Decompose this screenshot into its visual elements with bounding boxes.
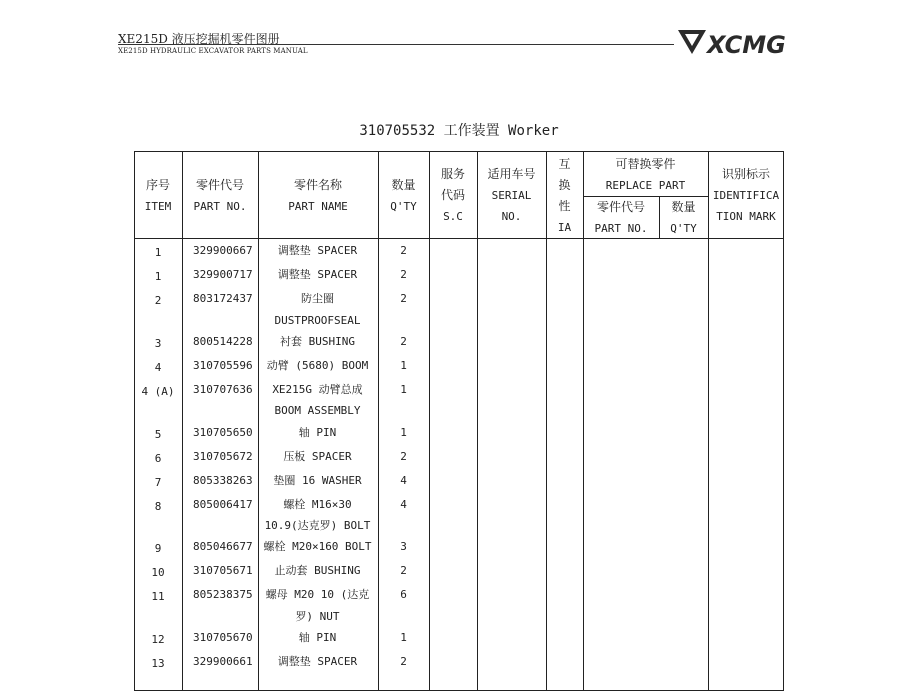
row-part-no: 805238375 — [193, 588, 253, 601]
xcmg-logo — [676, 28, 804, 58]
row-part-no: 805338263 — [193, 474, 253, 487]
row-qty: 1 — [400, 359, 407, 372]
row-item: 4 (A) — [141, 385, 175, 398]
col-divider — [708, 151, 709, 691]
row-qty: 4 — [400, 474, 407, 487]
row-part-no: 310705596 — [193, 359, 253, 372]
row-qty: 3 — [400, 540, 407, 553]
row-part-name: 调整垫 SPACER — [277, 655, 358, 668]
row-part-name: 调整垫 SPACER — [277, 268, 358, 281]
col-header-part-name: 零件名称 PART NAME — [288, 178, 348, 213]
row-qty: 1 — [400, 383, 407, 396]
row-qty: 2 — [400, 335, 407, 348]
col-divider — [429, 151, 430, 691]
row-qty: 1 — [400, 426, 407, 439]
row-part-no: 310705670 — [193, 631, 253, 644]
row-part-name-cont: 罗) NUT — [295, 610, 340, 623]
header-rule — [118, 44, 674, 45]
row-part-name: 螺栓 M16×30 — [283, 498, 352, 511]
row-part-name: 轴 PIN — [298, 631, 337, 644]
row-item: 12 — [151, 633, 165, 646]
row-part-no: 800514228 — [193, 335, 253, 348]
col-header-qty: 数量 Q'TY — [390, 178, 417, 213]
row-item: 9 — [154, 542, 162, 555]
row-item: 4 — [154, 361, 162, 374]
row-qty: 6 — [400, 588, 407, 601]
page-title: 310705532 工作装置 Worker — [359, 123, 559, 139]
row-item: 1 — [154, 270, 162, 283]
row-qty: 2 — [400, 450, 407, 463]
row-item: 10 — [151, 566, 165, 579]
row-item: 11 — [151, 590, 165, 603]
col-divider — [378, 151, 379, 691]
col-header-replace-qty: 数量 Q'TY — [670, 200, 697, 235]
row-part-name: 垫圈 16 WASHER — [273, 474, 362, 487]
row-qty: 1 — [400, 631, 407, 644]
row-part-name: 衬套 BUSHING — [280, 335, 355, 348]
row-part-name: 防尘圈 — [301, 292, 334, 305]
col-header-part-no: 零件代号 PART NO. — [193, 178, 247, 213]
xcmg-logo-emblem-icon — [678, 30, 706, 54]
row-part-no: 310705672 — [193, 450, 253, 463]
row-item: 1 — [154, 246, 162, 259]
col-header-replace-part-no: 零件代号 PART NO. — [594, 200, 648, 235]
row-part-name-cont: 10.9(达克罗) BOLT — [264, 519, 371, 532]
header-title-cn: XE215D 液压挖掘机零件图册 — [118, 32, 280, 46]
col-divider — [477, 151, 478, 691]
row-part-no: 803172437 — [193, 292, 253, 305]
col-header-identification: 识别标示 IDENTIFICA TION MARK — [712, 167, 780, 223]
row-item: 2 — [154, 294, 162, 307]
header-title-en: XE215D HYDRAULIC EXCAVATOR PARTS MANUAL — [118, 47, 308, 55]
row-item: 7 — [154, 476, 162, 489]
row-part-no: 310707636 — [193, 383, 253, 396]
row-qty: 4 — [400, 498, 407, 511]
col-header-replace-part: 可替换零件 REPLACE PART — [605, 157, 686, 192]
row-part-name: 压板 SPACER — [283, 450, 352, 463]
row-part-no: 329900717 — [193, 268, 253, 281]
row-part-name: 轴 PIN — [298, 426, 337, 439]
row-item: 3 — [154, 337, 162, 350]
row-item: 13 — [151, 657, 165, 670]
row-qty: 2 — [400, 564, 407, 577]
row-part-name: XE215G 动臂总成 — [272, 383, 363, 396]
row-qty: 2 — [400, 244, 407, 257]
row-part-name: 动臂 (5680) BOOM — [266, 359, 369, 372]
row-qty: 2 — [400, 292, 407, 305]
row-item: 5 — [154, 428, 162, 441]
row-qty: 2 — [400, 655, 407, 668]
row-item: 8 — [154, 500, 162, 513]
row-part-no: 805006417 — [193, 498, 253, 511]
row-part-name: 螺栓 M20×160 BOLT — [263, 540, 372, 553]
row-part-no: 329900661 — [193, 655, 253, 668]
col-header-ia: 互 换 性 IA — [557, 157, 572, 234]
col-header-service-code: 服务 代码 S.C — [440, 167, 465, 223]
row-part-no: 329900667 — [193, 244, 253, 257]
col-header-serial-no: 适用车号 SERIAL NO. — [487, 167, 536, 223]
col-divider — [182, 151, 183, 691]
row-part-name: 调整垫 SPACER — [277, 244, 358, 257]
row-part-name: 螺母 M20 10 (达克 — [265, 588, 370, 601]
row-part-name-cont: DUSTPROOFSEAL — [274, 314, 361, 327]
col-header-item: 序号 ITEM — [144, 178, 172, 213]
row-part-no: 310705671 — [193, 564, 253, 577]
row-item: 6 — [154, 452, 162, 465]
xcmg-logo-wordmark: XCMG — [707, 31, 786, 58]
row-part-name-cont: BOOM ASSEMBLY — [274, 404, 361, 417]
row-part-name: 止动套 BUSHING — [274, 564, 361, 577]
row-part-no: 310705650 — [193, 426, 253, 439]
row-qty: 2 — [400, 268, 407, 281]
row-part-no: 805046677 — [193, 540, 253, 553]
